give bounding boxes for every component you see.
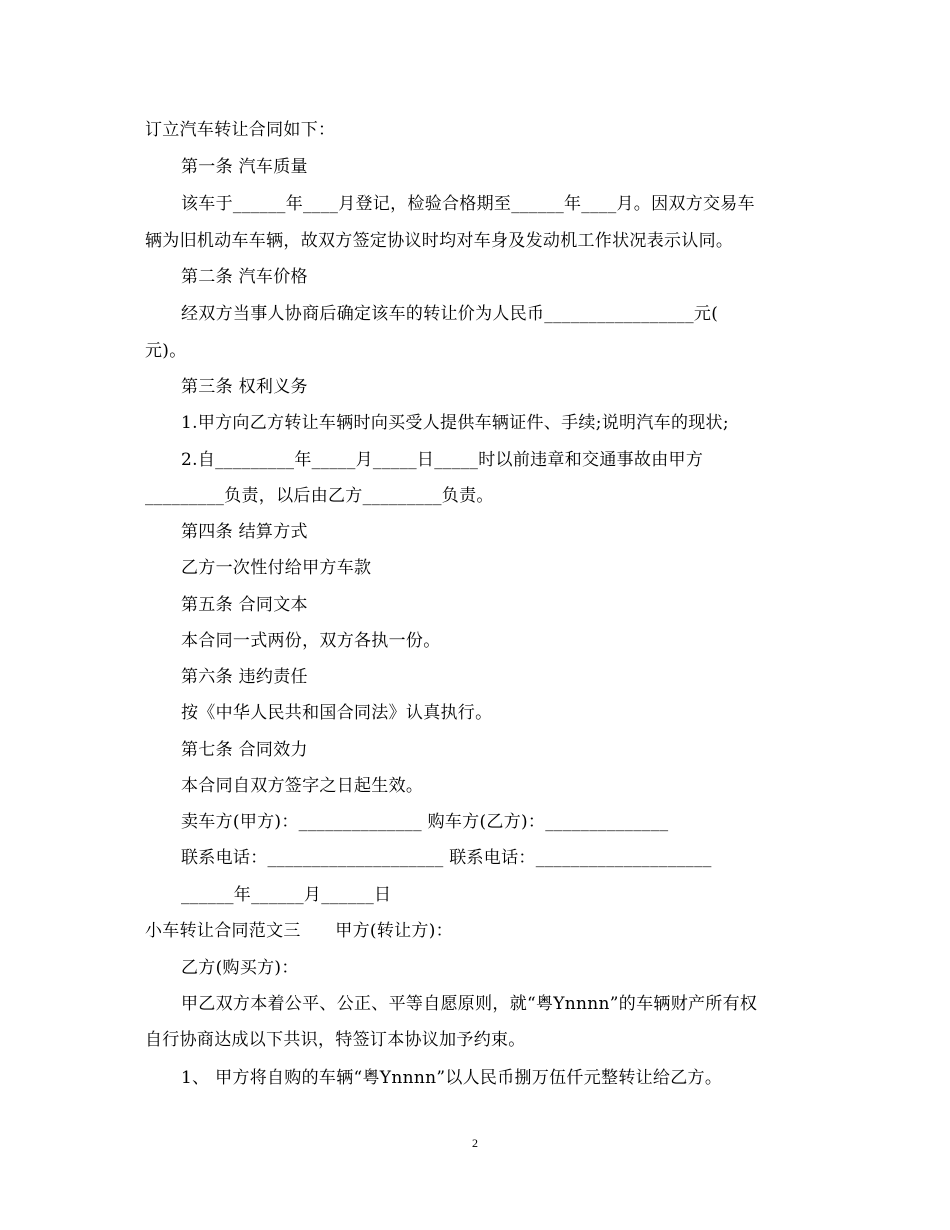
article-7-heading: 第七条 合同效力 (181, 740, 308, 760)
article-5-text: 本合同一式两份，双方各执一份。 (181, 631, 441, 651)
article-4-heading: 第四条 结算方式 (181, 522, 308, 542)
article-1-heading: 第一条 汽车质量 (181, 157, 308, 177)
intro-line: 订立汽车转让合同如下： (145, 120, 336, 140)
article-6-text: 按《中华人民共和国合同法》认真执行。 (181, 703, 493, 723)
buyer-party-line: 乙方(购买方)： (181, 958, 299, 978)
contact-phone-line: 联系电话：____________________ 联系电话：____________________ (181, 848, 712, 868)
article-2-text-line-1: 经双方当事人协商后确定该车的转让价为人民币_________________元( (181, 304, 719, 324)
article-3-heading: 第三条 权利义务 (181, 377, 308, 397)
article-4-text: 乙方一次性付给甲方车款 (181, 558, 372, 578)
signature-parties-line: 卖车方(甲方)：______________ 购车方(乙方)：______________ (181, 812, 669, 832)
agreement-item-1: 1、 甲方将自购的车辆“粤Ynnnn”以人民币捌万伍仟元整转让给乙方。 (181, 1068, 723, 1088)
agreement-preamble-line-2: 自行协商达成以下共识，特签订本协议加予约束。 (145, 1030, 526, 1050)
article-1-text-line-2: 辆为旧机动车车辆，故双方签定协议时均对车身及发动机工作状况表示认同。 (145, 231, 734, 251)
article-3-item-1: 1.甲方向乙方转让车辆时向买受人提供车辆证件、手续;说明汽车的现状; (181, 413, 729, 433)
sample-3-title-line: 小车转让合同范文三 甲方(转让方)： (145, 921, 453, 941)
article-3-item-2-line-1: 2.自_________年_____月_____日_____时以前违章和交通事故由甲方 (181, 450, 704, 470)
agreement-preamble-line-1: 甲乙双方本着公平、公正、平等自愿原则，就“粤Ynnnn”的车辆财产所有权 (181, 994, 758, 1014)
article-1-text-line-1: 该车于______年____月登记，检验合格期至______年____月。因双方交易车 (181, 194, 755, 214)
article-2-text-line-2: 元)。 (145, 341, 187, 361)
article-7-text: 本合同自双方签字之日起生效。 (181, 776, 424, 796)
article-5-heading: 第五条 合同文本 (181, 595, 308, 615)
article-6-heading: 第六条 违约责任 (181, 667, 308, 687)
article-2-heading: 第二条 汽车价格 (181, 267, 308, 287)
article-3-item-2-line-2: _________负责，以后由乙方_________负责。 (145, 486, 494, 506)
page-number: 2 (472, 1136, 478, 1150)
signature-date-line: ______年______月______日 (181, 885, 392, 905)
